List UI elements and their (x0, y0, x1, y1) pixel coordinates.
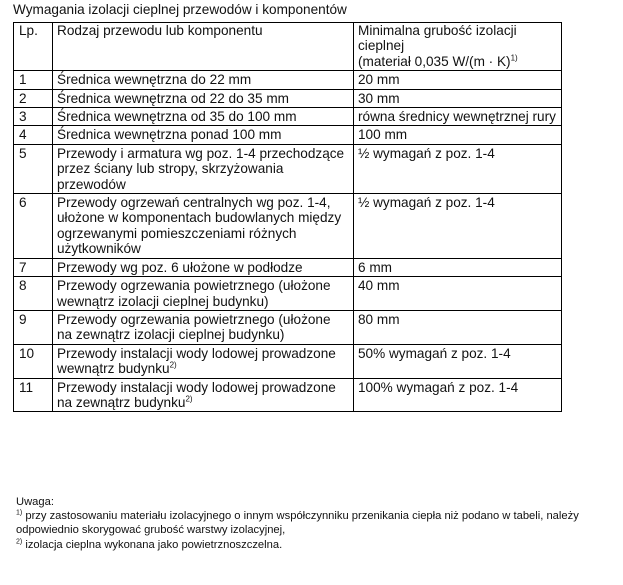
row-lp: 8 (14, 277, 53, 311)
insulation-requirements-table (13, 22, 562, 412)
table-row (14, 108, 562, 126)
header-min-thickness-line1: Minimalna grubość izolacji cieplnej (358, 23, 517, 54)
header-footnote-marker: 1) (510, 53, 518, 63)
footnote-2-marker: 2) (16, 537, 23, 545)
row-lp: 1 (14, 71, 53, 89)
row-lp: 2 (14, 89, 53, 107)
row-component-type-text: Przewody ogrzewania powietrznego (ułożone wewnątrz izolacji cieplnej budynku) (57, 278, 331, 309)
row-component-type (53, 144, 354, 193)
row-component-type-text: Średnica wewnętrzna od 35 do 100 mm (57, 109, 297, 125)
row-lp: 6 (14, 194, 53, 259)
footnote-2-text: izolacja cieplna wykonana jako powietrznoszczelna. (22, 538, 283, 551)
table-row (14, 344, 562, 378)
row-lp: 11 (14, 378, 53, 412)
row-component-type (53, 194, 354, 259)
row-lp: 4 (14, 126, 53, 144)
row-min-thickness: 50% wymagań z poz. 1-4 (354, 344, 562, 378)
row-component-type (53, 108, 354, 126)
row-min-thickness: 20 mm (354, 71, 562, 89)
footnote-1-text: przy zastosowaniu materiału izolacyjnego o innym współczynniku przenikania ciepła niż podano w tabeli, należy odpowiednio skorygować grubość warstwy izolacyjnej, (16, 510, 579, 537)
row-footnote-marker: 2) (169, 360, 177, 370)
row-lp: 7 (14, 258, 53, 276)
row-min-thickness: 80 mm (354, 310, 562, 344)
footnote-1 (16, 509, 606, 537)
row-lp: 3 (14, 108, 53, 126)
row-component-type (53, 344, 354, 378)
row-component-type (53, 277, 354, 311)
row-component-type (53, 258, 354, 276)
row-component-type (53, 378, 354, 412)
table-row (14, 144, 562, 193)
row-component-type (53, 89, 354, 107)
row-min-thickness: ½ wymagań z poz. 1-4 (354, 194, 562, 259)
table-row (14, 194, 562, 259)
footnotes-heading: Uwaga: (16, 496, 54, 508)
header-min-thickness (354, 23, 562, 71)
table-header-row (14, 23, 562, 71)
row-component-type-text: Średnica wewnętrzna do 22 mm (57, 72, 252, 88)
footnotes (16, 495, 606, 552)
table-title: Wymagania izolacji cieplnej przewodów i komponentów (13, 2, 347, 17)
row-component-type-text: Średnica wewnętrzna ponad 100 mm (57, 127, 282, 143)
row-component-type-text: Przewody instalacji wody lodowej prowadzone wewnątrz budynku (57, 345, 336, 377)
row-min-thickness: 40 mm (354, 277, 562, 311)
row-component-type-text: Przewody i armatura wg poz. 1-4 przechodzące przez ściany lub stropy, skrzyżowania przewodów (57, 145, 345, 192)
row-lp: 5 (14, 144, 53, 193)
row-component-type-text: Przewody ogrzewań centralnych wg poz. 1-4, ułożone w komponentach budowlanych między ogrzewanymi pomieszczeniami różnych użytkowników (57, 195, 342, 257)
row-min-thickness: 100 mm (354, 126, 562, 144)
row-lp: 10 (14, 344, 53, 378)
row-lp: 9 (14, 310, 53, 344)
table-row (14, 378, 562, 412)
table-row (14, 258, 562, 276)
header-material-note: (materiał 0,035 W/(m · K) (358, 53, 511, 69)
row-component-type-text: Przewody instalacji wody lodowej prowadzone na zewnątrz budynku (57, 379, 336, 410)
footnote-1-marker: 1) (16, 509, 23, 517)
row-min-thickness: 30 mm (354, 89, 562, 107)
row-component-type-text: Średnica wewnętrzna od 22 do 35 mm (57, 90, 289, 106)
row-min-thickness: ½ wymagań z poz. 1-4 (354, 144, 562, 193)
header-lp: Lp. (14, 23, 53, 71)
header-component-type: Rodzaj przewodu lub komponentu (53, 23, 354, 71)
row-component-type-text: Przewody wg poz. 6 ułożone w podłodze (57, 259, 303, 275)
row-component-type (53, 71, 354, 89)
row-footnote-marker: 2) (185, 394, 193, 404)
table-row (14, 89, 562, 107)
row-component-type (53, 126, 354, 144)
row-min-thickness: równa średnicy wewnętrznej rury (354, 108, 562, 126)
table-row (14, 71, 562, 89)
table-row (14, 126, 562, 144)
row-component-type (53, 310, 354, 344)
table-row (14, 310, 562, 344)
footnote-2 (16, 538, 606, 552)
table-row (14, 277, 562, 311)
row-min-thickness: 6 mm (354, 258, 562, 276)
row-min-thickness: 100% wymagań z poz. 1-4 (354, 378, 562, 412)
row-component-type-text: Przewody ogrzewania powietrznego (ułożone na zewnątrz izolacji cieplnej budynku) (57, 311, 331, 343)
